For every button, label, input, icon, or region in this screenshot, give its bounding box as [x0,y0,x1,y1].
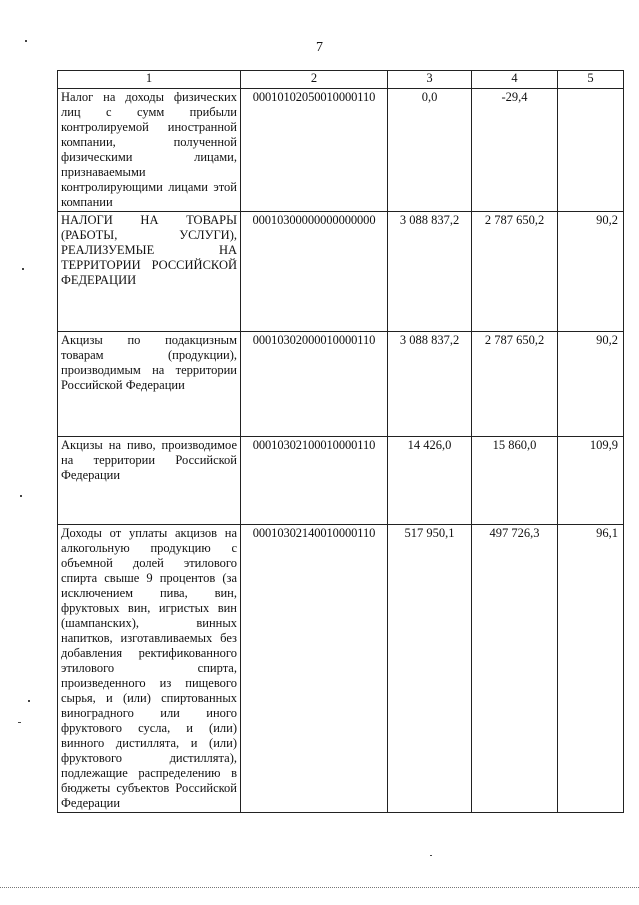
row-name: Акцизы по подакцизным товарам (продукции), производимым на территории Российской Федерации [58,332,241,437]
row-name: Налог на доходы физических лиц с сумм прибыли контролируемой иностранной компании, полученной физическими лицами, признаваемыми контролирующими лицами этой компании [58,89,241,212]
row-code: 00010102050010000110 [241,89,388,212]
header-cell: 3 [388,71,472,89]
table-row [58,332,624,437]
table-row [58,437,624,525]
table-row [58,212,624,332]
page-number: 7 [316,40,323,55]
row-code: 00010302140010000110 [241,525,388,813]
row-col4: 2 787 650,2 [472,332,558,437]
row-col3: 3 088 837,2 [388,332,472,437]
row-col5: 90,2 [558,332,624,437]
budget-table [57,70,624,813]
row-col5: 96,1 [558,525,624,813]
row-col5 [558,89,624,212]
table-header-row [58,71,624,89]
table-row [58,525,624,813]
header-cell: 5 [558,71,624,89]
table-row [58,89,624,212]
row-col3: 14 426,0 [388,437,472,525]
row-col3: 0,0 [388,89,472,212]
row-name: НАЛОГИ НА ТОВАРЫ (РАБОТЫ, УСЛУГИ), РЕАЛИЗУЕМЫЕ НА ТЕРРИТОРИИ РОССИЙСКОЙ ФЕДЕРАЦИИ [58,212,241,332]
row-code: 00010302100010000110 [241,437,388,525]
header-cell: 1 [58,71,241,89]
row-col4: 2 787 650,2 [472,212,558,332]
header-cell: 2 [241,71,388,89]
row-col4: 497 726,3 [472,525,558,813]
row-code: 00010302000010000110 [241,332,388,437]
row-col4: -29,4 [472,89,558,212]
row-col3: 3 088 837,2 [388,212,472,332]
row-name: Акцизы на пиво, производимое на территории Российской Федерации [58,437,241,525]
row-col5: 109,9 [558,437,624,525]
row-col4: 15 860,0 [472,437,558,525]
scan-edge-line [0,887,639,888]
row-col5: 90,2 [558,212,624,332]
header-cell: 4 [472,71,558,89]
row-code: 00010300000000000000 [241,212,388,332]
row-col3: 517 950,1 [388,525,472,813]
row-name: Доходы от уплаты акцизов на алкогольную продукцию с объемной долей этилового спирта свыше 9 процентов (за исключением пива, вин, фруктовых вин, игристых вин (шампанских), винных напитков, изготавливаемых без добавления ректификованного этилового спирта, произведенного из пищевого сырья, и (или) спиртованных виноградного или иного фруктового сусла, и (или) винного дистиллята, и (или) фруктового дистиллята), подлежащие распределению в бюджеты субъектов Российской Федерации [58,525,241,813]
